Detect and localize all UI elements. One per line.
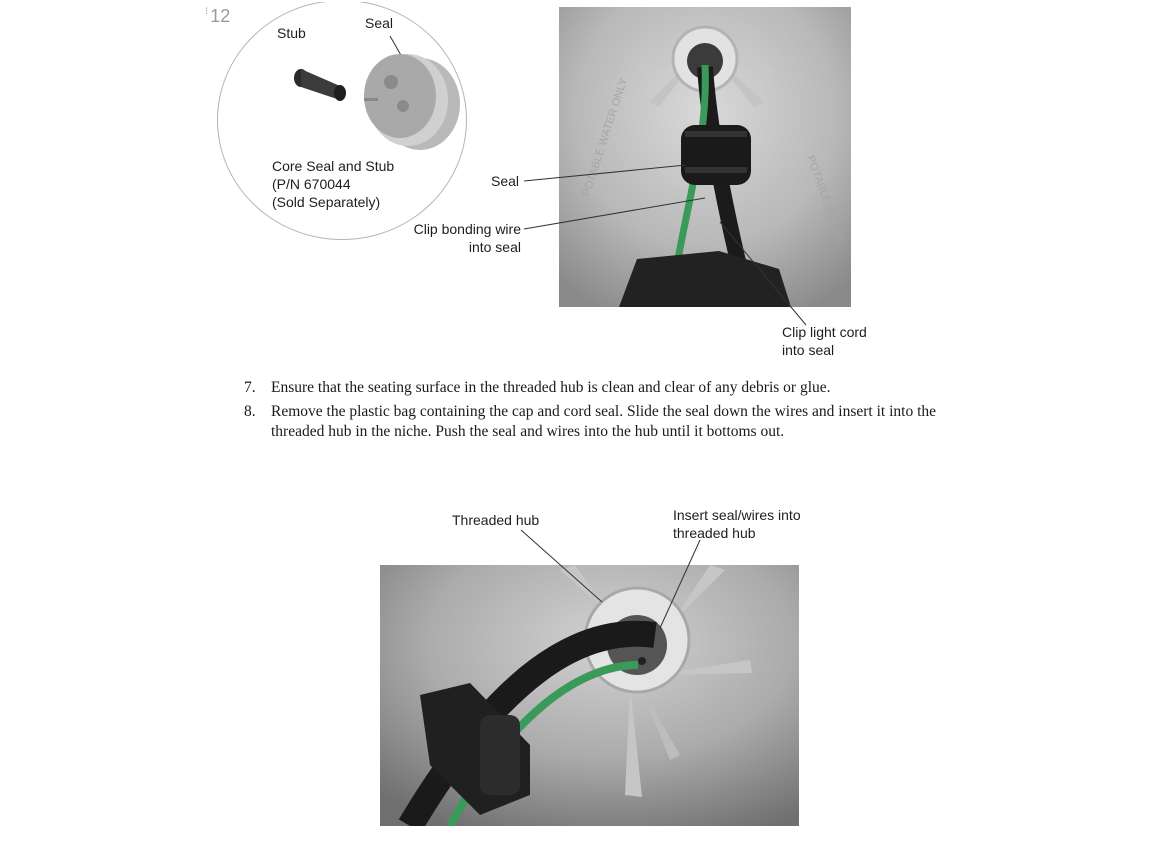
seal-leader [524,165,686,181]
core-seal-line-1: Core Seal and Stub [272,158,395,174]
step-number: 7. [244,379,256,396]
insert-seal-leader [660,540,700,628]
clip-light-label [782,323,867,359]
threaded-hub-label: Threaded hub [452,512,540,528]
step-7 [244,378,964,398]
embossed-text-left: POTABLE WATER ONLY [580,76,631,198]
embossed-text-right: POTABLE WATER [804,153,847,244]
core-seal-line-3: (Sold Separately) [272,194,381,210]
top-leader-lines [0,0,1169,420]
clip-light-line-1: Clip light cord [782,324,867,340]
step-number: 8. [244,403,256,420]
seal-label-callout: Seal [365,15,394,31]
stub-label: Stub [277,25,306,41]
page-number-text: 12 [210,6,231,26]
bottom-leader-lines [0,500,1169,640]
clip-light-line-2: into seal [782,342,835,358]
instruction-steps [244,378,964,446]
core-seal-line-2: (P/N 670044 [272,176,351,192]
step-text: Remove the plastic bag containing the cap and cord seal. Slide the seal down the wires and insert it into the threaded hub in the niche. Push the seal and wires into the hub until it bottoms out. [271,403,937,440]
threaded-hub-leader [521,530,602,602]
clip-bonding-line-2: into seal [468,239,521,255]
light-cord-leader [720,222,806,325]
step-text: Ensure that the seating surface in the threaded hub is clean and clear of any debris or glue. [271,379,831,396]
step-8 [244,402,964,442]
clip-bonding-label [400,220,521,256]
clip-bonding-line-1: Clip bonding wire [413,221,521,237]
bonding-wire-leader [524,198,705,229]
insert-seal-line-2: threaded hub [673,525,756,541]
insert-seal-line-1: Insert seal/wires into [673,507,801,523]
seal-label-photo: Seal [491,173,520,189]
page-number: ⁝ 12 [205,6,231,26]
